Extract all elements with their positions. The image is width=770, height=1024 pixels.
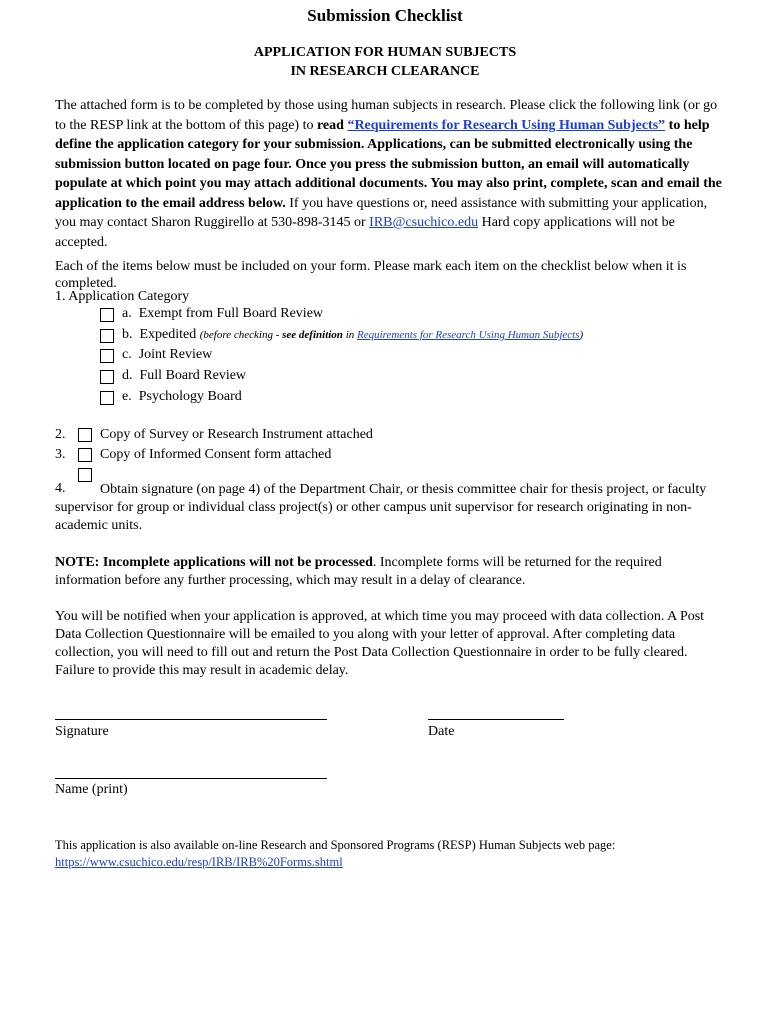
signature-line[interactable] [55, 719, 327, 720]
option-expedited: b. Expedited (before checking - see definition in Requirements for Research Using Human Subjects) [122, 327, 584, 342]
item4-number: 4. [55, 481, 66, 496]
item2-label: Copy of Survey or Research Instrument attached [100, 427, 373, 442]
footer-text: This application is also available on-line Research and Sponsored Programs (RESP) Human Subjects web page: [55, 838, 616, 852]
date-line[interactable] [428, 719, 564, 720]
name-label: Name (print) [55, 782, 128, 797]
item3-label: Copy of Informed Consent form attached [100, 447, 332, 462]
intro-paragraph: The attached form is to be completed by those using human subjects in research. Please click the following link (or go to the RESP link at the bottom of this page) to read “Requirements for Research Using Human Subjects” to help define the application category for your submission. Applications, can be submitted electronically using the submission button located on page four. Once you press the submission button, an email will automatically populate at which point you may attach additional documents. You may also print, complete, scan and email the application to the email address below. If you have questions or, need assistance with submitting your application, you may contact Sharon Ruggirello at 530-898-3145 or IRB@csuchico.edu Hard copy applications will not be accepted. [55, 98, 722, 250]
item3-number: 3. [55, 447, 66, 462]
item4-text: Obtain signature (on page 4) of the Department Chair, or thesis committee chair for thesis project, or faculty supervisor for group or individual class project(s) or other campus unit supervisor for research originating in non-academic units. [55, 482, 707, 533]
notification-paragraph: You will be notified when your application is approved, at which time you may proceed with data collection. A Post Data Collection Questionnaire will be emailed to you along with your letter of approval. After completing data collection, you will need to fill out and return the Post Data Collection Questionnaire in order to be fully cleared. Failure to provide this may result in academic delay. [55, 609, 705, 678]
option-exempt: a. Exempt from Full Board Review [122, 306, 324, 321]
category-heading: 1. Application Category [55, 289, 190, 304]
checkbox-survey[interactable] [78, 428, 92, 442]
checkbox-expedited[interactable] [100, 329, 114, 343]
option-psychology-board: e. Psychology Board [122, 389, 242, 404]
resp-web-link[interactable]: https://www.csuchico.edu/resp/IRB/IRB%20Forms.shtml [55, 855, 343, 869]
checkbox-consent[interactable] [78, 448, 92, 462]
checkbox-joint-review[interactable] [100, 349, 114, 363]
subtitle-line-2: IN RESEARCH CLEARANCE [290, 64, 480, 79]
requirements-link[interactable]: “Requirements for Research Using Human Subjects” [347, 117, 666, 133]
checkbox-psychology-board[interactable] [100, 391, 114, 405]
checkbox-exempt[interactable] [100, 308, 114, 322]
page-title: Submission Checklist [307, 6, 463, 25]
email-link[interactable]: IRB@csuchico.edu [369, 215, 479, 230]
item2-number: 2. [55, 427, 66, 442]
name-line[interactable] [55, 778, 327, 779]
signature-label: Signature [55, 724, 109, 739]
checkbox-signature[interactable] [78, 468, 92, 482]
option-full-board: d. Full Board Review [122, 368, 247, 383]
subtitle-line-1: APPLICATION FOR HUMAN SUBJECTS [253, 45, 517, 60]
checkbox-full-board[interactable] [100, 370, 114, 384]
date-label: Date [428, 724, 455, 739]
instructions: Each of the items below must be included on your form. Please mark each item on the checklist below when it is completed. [55, 259, 687, 291]
note-paragraph: NOTE: Incomplete applications will not be processed. Incomplete forms will be returned for the required information before any further processing, which may result in a delay of clearance. [55, 555, 662, 588]
requirements-link-small[interactable]: Requirements for Research Using Human Subjects [357, 329, 580, 341]
option-joint-review: c. Joint Review [122, 347, 213, 362]
